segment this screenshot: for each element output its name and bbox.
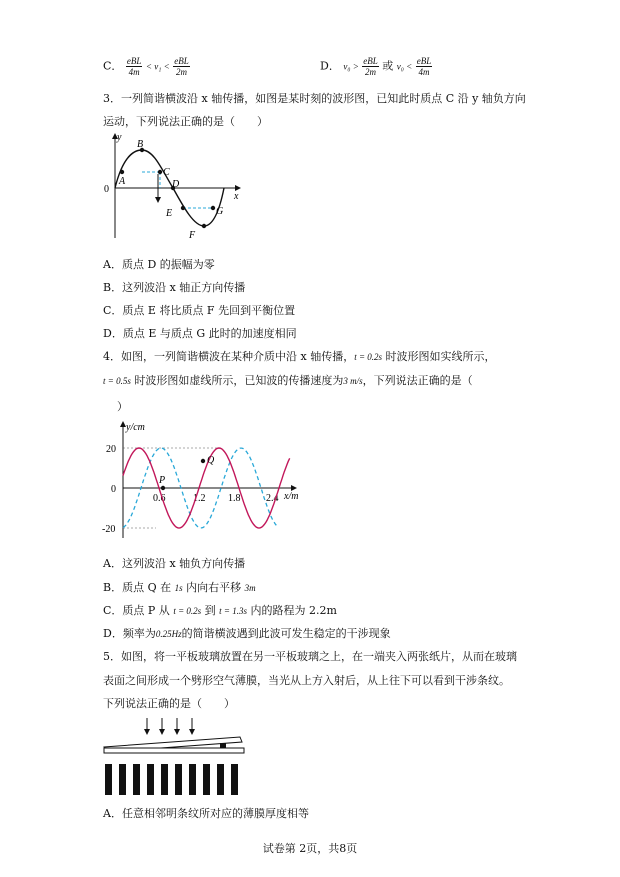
q4-option-c	[103, 604, 337, 618]
fraction-denominator: 2m	[365, 67, 377, 77]
q3-wave-figure	[100, 130, 250, 242]
q5-stem-line-2: 表面之间形成一个劈形空气薄膜，当光从上方入射后，从上往下可以看到干涉条纹。	[103, 674, 510, 687]
x-tick-2-4: 2.4	[266, 493, 279, 504]
point-f-label: F	[189, 230, 196, 241]
math-value: 1s	[174, 583, 183, 593]
dark-fringe	[231, 764, 238, 795]
math-value: t = 1.3s	[219, 606, 247, 616]
text: 的简谐横波遇到此波可发生稳定的干涉现象	[181, 627, 391, 640]
inequality: v₀ <	[396, 61, 413, 72]
fraction	[362, 56, 379, 77]
dark-fringe	[119, 764, 126, 795]
x-axis-label: x/m	[284, 491, 299, 502]
point-q-label: Q	[207, 455, 215, 466]
paper-wedge	[220, 743, 226, 748]
fringe-pattern	[105, 764, 238, 795]
point-a-marker	[120, 170, 124, 174]
y-axis-label: y	[117, 132, 122, 143]
option-c-line	[103, 56, 190, 77]
text: 到	[201, 604, 220, 617]
inequality: < v₁ <	[145, 61, 170, 72]
or-text: 或	[382, 59, 394, 73]
point-e-marker	[181, 206, 185, 210]
text: 内向右平移	[182, 581, 245, 594]
fraction-numerator: eBL	[174, 56, 189, 66]
q3-option-a: A．质点 D 的振幅为零	[103, 258, 215, 271]
y-tick-20: 20	[106, 444, 116, 455]
option-d-line	[320, 56, 432, 77]
option-c-label: C．	[103, 59, 123, 73]
point-p-marker	[161, 486, 165, 490]
y-axis-label: y/cm	[126, 422, 145, 433]
fraction-numerator: eBL	[126, 56, 142, 66]
fraction-denominator: 4m	[128, 67, 140, 77]
point-g-marker	[211, 206, 215, 210]
text: D．频率为	[103, 627, 156, 640]
point-a-label: A	[119, 176, 126, 187]
fraction-denominator: 2m	[175, 67, 187, 77]
q3-option-d: D．质点 E 与质点 G 此时的加速度相同	[103, 327, 297, 340]
x-axis-label: x	[234, 191, 239, 202]
speed-value: 3 m/s	[343, 376, 363, 386]
point-q-marker	[201, 459, 205, 463]
dark-fringe	[217, 764, 224, 795]
text: 时波形图如虚线所示，已知波的传播速度为	[130, 374, 344, 387]
q4-option-d	[103, 627, 391, 641]
fraction-denominator: 4m	[418, 67, 430, 77]
q5-interference-figure	[102, 716, 247, 798]
q4-wave-figure	[96, 418, 316, 543]
point-e-label: E	[166, 208, 173, 219]
fraction-numerator: eBL	[363, 56, 378, 66]
q3-option-b: B．这列波沿 x 轴正方向传播	[103, 281, 246, 294]
inequality: v₀ >	[343, 61, 359, 72]
x-tick-1-2: 1.2	[193, 493, 206, 504]
point-f-marker	[202, 224, 206, 228]
point-p-label: P	[159, 475, 166, 486]
q4-option-b	[103, 581, 256, 595]
point-g-label: G	[216, 206, 224, 217]
q5-option-a: A．任意相邻明条纹所对应的薄膜厚度相等	[103, 807, 309, 820]
point-c-label: C	[163, 167, 170, 178]
origin-label: 0	[104, 184, 109, 195]
y-tick-0: 0	[111, 484, 116, 495]
math-value: 3m	[244, 583, 256, 593]
dark-fringe	[189, 764, 196, 795]
text: ，下列说法正确的是（	[362, 374, 473, 387]
point-d-label: D	[172, 179, 180, 190]
dark-fringe	[133, 764, 140, 795]
bottom-glass-plate	[104, 748, 244, 753]
x-tick-0-6: 0.6	[153, 493, 166, 504]
dark-fringe	[161, 764, 168, 795]
text: 时波形图如实线所示，	[382, 350, 496, 363]
option-d-label: D．	[320, 59, 340, 73]
x-tick-1-8: 1.8	[228, 493, 241, 504]
dark-fringe	[147, 764, 154, 795]
q4-stem-line-3: ）	[117, 400, 128, 413]
q3-stem-line-1: 3．一列简谐横波沿 x 轴传播，如图是某时刻的波形图，已知此时质点 C 沿 y 轴负方向	[103, 92, 526, 105]
text: 4．如图，一列简谐横波在某种介质中沿 x 轴传播，	[103, 350, 355, 363]
fraction	[173, 56, 190, 77]
y-tick-neg20: -20	[102, 524, 116, 535]
q3-option-c: C．质点 E 将比质点 F 先回到平衡位置	[103, 304, 296, 317]
dark-fringe	[203, 764, 210, 795]
math-value: t = 0.2s	[173, 606, 202, 616]
text: 内的路程为 2.2m	[246, 604, 337, 617]
point-b-label: B	[137, 139, 144, 150]
fraction-numerator: eBL	[416, 56, 432, 66]
time-value: t = 0.5s	[103, 376, 131, 386]
fraction	[416, 56, 433, 77]
text: C．质点 P 从	[103, 604, 174, 617]
q5-stem-line-1: 5．如图，将一平板玻璃放置在另一平板玻璃之上，在一端夹入两张纸片，从而在玻璃	[103, 650, 517, 663]
q4-stem-line-2	[103, 374, 473, 388]
time-value: t = 0.2s	[354, 352, 383, 362]
dark-fringe	[175, 764, 182, 795]
text: B．质点 Q 在	[103, 581, 175, 594]
q3-stem-line-2: 运动，下列说法正确的是（ ）	[103, 115, 268, 128]
q4-stem-line-1	[103, 350, 496, 364]
dark-fringe	[105, 764, 112, 795]
page-footer: 试卷第 2页，共8页	[262, 842, 358, 855]
q5-stem-line-3: 下列说法正确的是（ ）	[103, 697, 235, 710]
fraction	[126, 56, 143, 77]
point-c-marker	[158, 170, 162, 174]
math-value: 0.25Hz	[155, 629, 182, 639]
q4-option-a: A．这列波沿 x 轴负方向传播	[103, 557, 246, 570]
